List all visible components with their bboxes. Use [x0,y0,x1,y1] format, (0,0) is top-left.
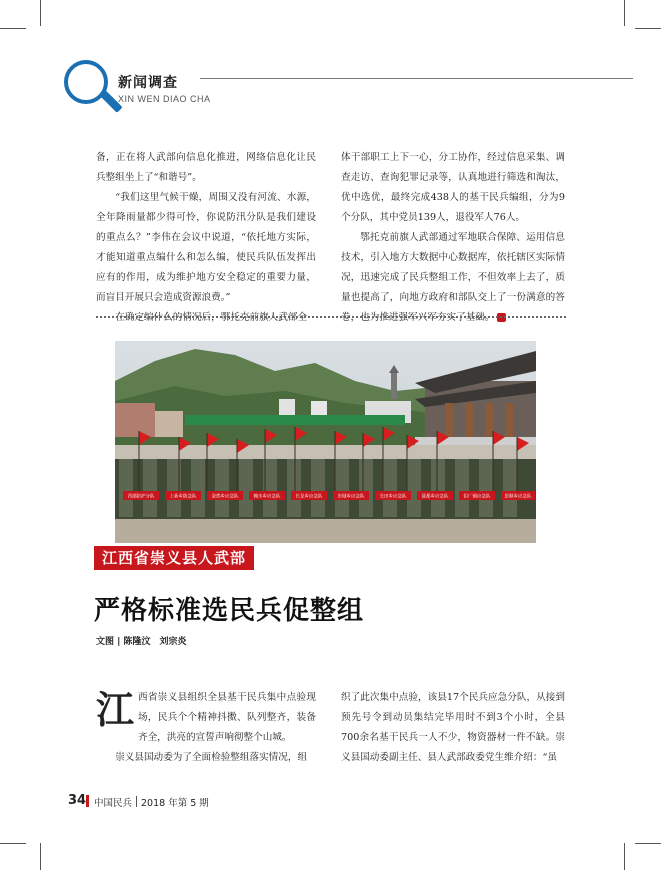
footer-accent-bar [86,795,89,807]
paragraph-text: 鄂托克前旗人武部通过军地联合保障、运用信息技术，引入地方大数据中心数据库，依托辖区实际情况，迅速完成了民兵整组工作，不但效率上去了，质量也提高了，向地方政府和部队交上了一份满意的答卷，也为推进强军兴军夯实了基础。 [341,232,565,323]
crop-mark [635,28,661,29]
unit-sign: 崇城乡应急队 [337,494,365,500]
unit-sign: 西部防护分队 [127,494,155,500]
paragraph: 织了此次集中点验，该县17个民兵应急分队，从接到预先号令到动员集结完毕用时不到3个小时，全县700余名基干民兵一人不少，物资器材一件不缺。崇义县国动委副主任、县人武部政委党生维介绍：“虽 [341,692,565,763]
paragraph: 体干部职工上下一心，分工协作，经过信息采集、调查走访、查询犯罪记录等，认真地进行筛选和淘汰，优中选优，最终完成438人的基干民兵编组，分为9个分队，其中党员139人，退役军人76人。 [341,152,565,223]
magazine-name: 中国民兵 [94,798,133,809]
paragraph: 备，正在将人武部向信息化推进，网络信息化让民兵整组坐上了“和谐号”。 [96,152,316,183]
unit-sign: 关田乡应急队 [379,494,407,500]
byline: 文图 | 陈隆汶 刘宗炎 [96,637,187,647]
drop-cap: 江 [96,687,135,732]
unit-sign: 思顺乡应急队 [504,494,532,500]
crop-mark [635,843,661,844]
dotted-separator [96,316,566,318]
militia-assembly-photo [115,341,536,543]
crop-mark [40,0,41,26]
unit-sign: 长龙乡应急队 [295,494,323,500]
paragraph: 崇义县国动委为了全面检验整组落实情况，组 [115,752,308,763]
top-right-column [341,148,565,328]
crop-mark [624,843,625,870]
crop-mark [40,843,41,870]
unit-sign: 铅厂镇应急队 [463,494,491,500]
crop-mark [624,0,625,26]
crop-mark [0,843,26,844]
unit-sign: 金然乡应急队 [211,494,239,500]
paragraph: “我们这里气候干燥，周围又没有河流、水源，全年降雨量都少得可怜，你说防汛分队是我们建设的重点么？”李伟在会议中说道，“依托地方实际，才能知道重点编什么和怎么编，使民兵队伍发挥出应有的作用，成为维护地方安全稳定的重要力量，而盲目开展只会造成资源浪费。” [96,192,316,303]
header-divider [200,78,633,79]
paragraph: 在确定编什么的情况后，鄂托克前旗人武部全 [115,312,308,323]
section-subtitle: XIN WEN DIAO CHA [118,94,211,104]
issue-label: 2018 年第 5 期 [141,798,209,809]
unit-sign: 聂都乡应急队 [421,494,449,500]
crop-mark [0,28,26,29]
unit-sign: 上新乡防急队 [169,494,197,500]
article-headline: 严格标准选民兵促整组 [94,596,365,626]
top-left-column [96,148,316,328]
paragraph: 西省崇义县组织全县基干民兵集中点验现场，民兵个个精神抖擞、队列整齐，装备齐全，洪亮的宣誓声响彻整个山城。 [138,692,316,743]
bottom-left-column [96,748,316,768]
bottom-left-intro [138,688,316,748]
bottom-right-column [341,688,565,768]
organization-banner: 江西省崇义县人武部 [94,546,254,570]
section-title: 新闻调查 [118,75,178,91]
page-number: 34 [68,793,87,808]
unit-sign: 赖水乡应急队 [253,494,281,500]
paragraph [341,228,565,328]
footer-separator [136,796,137,807]
